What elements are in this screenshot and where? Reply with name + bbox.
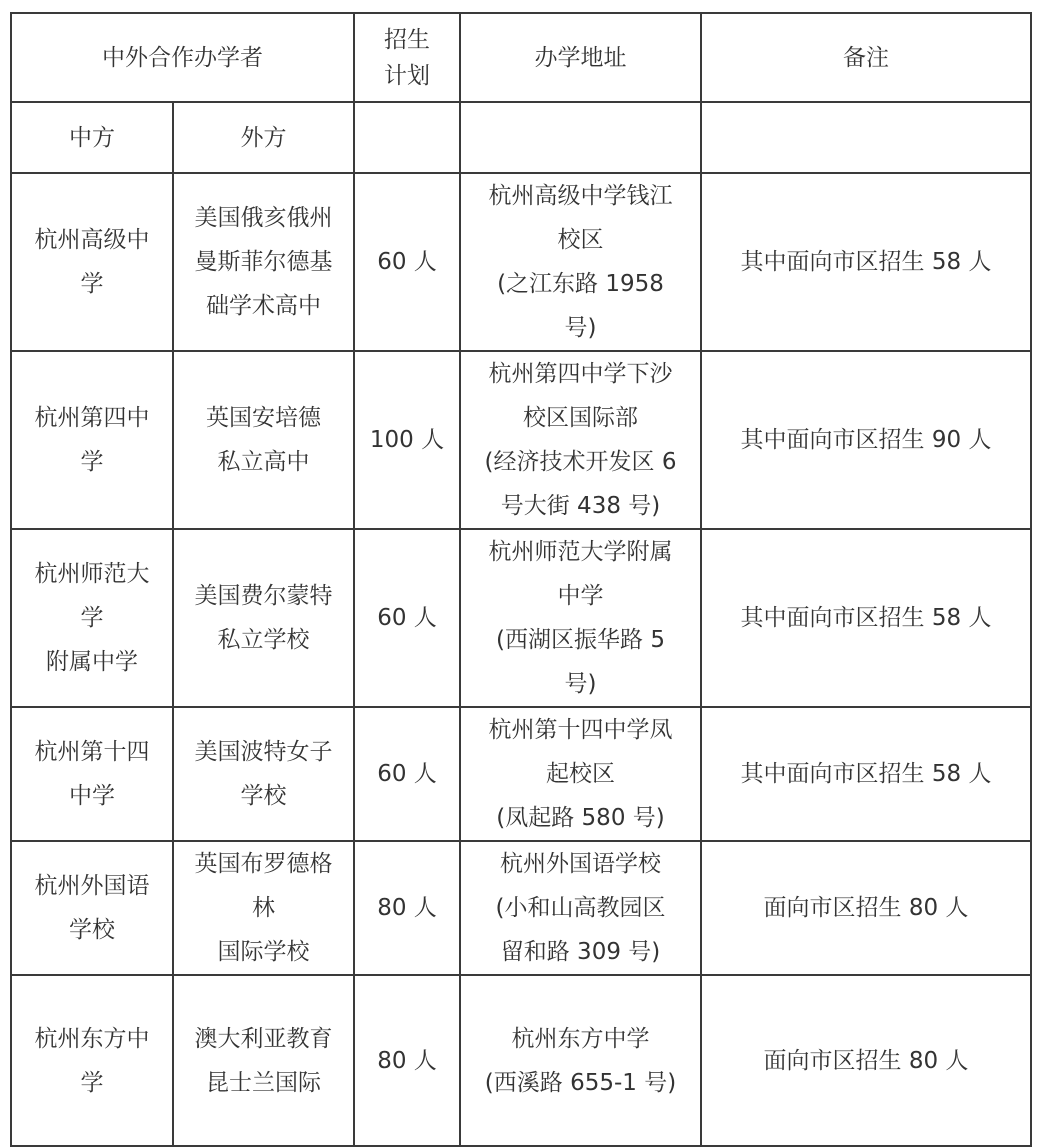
table-row — [11, 841, 1031, 975]
table-row — [11, 173, 1031, 351]
remark-cell: 其中面向市区招生 58 人 — [701, 707, 1031, 841]
cooperative-schools-table — [10, 12, 1032, 1147]
chinese-school-cell: 杭州外国语 学校 — [11, 841, 173, 975]
table-row — [11, 529, 1031, 707]
table-row — [11, 975, 1031, 1146]
address-cell: 杭州高级中学钱江 校区 (之江东路 1958 号) — [460, 173, 701, 351]
remark-cell: 其中面向市区招生 58 人 — [701, 529, 1031, 707]
foreign-school-cell: 美国俄亥俄州 曼斯菲尔德基 础学术高中 — [173, 173, 354, 351]
address-cell: 杭州外国语学校 (小和山高教园区 留和路 309 号) — [460, 841, 701, 975]
header-organizer: 中外合作办学者 — [11, 13, 354, 102]
enrollment-plan-cell: 100 人 — [354, 351, 460, 529]
header-foreign-side: 外方 — [173, 102, 354, 173]
chinese-school-cell: 杭州高级中 学 — [11, 173, 173, 351]
foreign-school-cell: 澳大利亚教育 昆士兰国际 — [173, 975, 354, 1146]
address-cell: 杭州师范大学附属 中学 (西湖区振华路 5 号) — [460, 529, 701, 707]
enrollment-plan-cell: 60 人 — [354, 707, 460, 841]
address-cell: 杭州第四中学下沙 校区国际部 (经济技术开发区 6 号大街 438 号) — [460, 351, 701, 529]
header-row — [11, 13, 1031, 102]
enrollment-plan-cell: 80 人 — [354, 841, 460, 975]
header-chinese-side: 中方 — [11, 102, 173, 173]
header-plan: 招生 计划 — [354, 13, 460, 102]
remark-cell: 面向市区招生 80 人 — [701, 841, 1031, 975]
header-address: 办学地址 — [460, 13, 701, 102]
enrollment-plan-cell: 80 人 — [354, 975, 460, 1146]
remark-cell: 其中面向市区招生 90 人 — [701, 351, 1031, 529]
empty-cell — [701, 102, 1031, 173]
enrollment-plan-cell: 60 人 — [354, 173, 460, 351]
address-cell: 杭州东方中学 (西溪路 655-1 号) — [460, 975, 701, 1146]
foreign-school-cell: 美国波特女子 学校 — [173, 707, 354, 841]
enrollment-plan-cell: 60 人 — [354, 529, 460, 707]
chinese-school-cell: 杭州东方中 学 — [11, 975, 173, 1146]
subheader-row — [11, 102, 1031, 173]
remark-cell: 面向市区招生 80 人 — [701, 975, 1031, 1146]
foreign-school-cell: 英国布罗德格 林 国际学校 — [173, 841, 354, 975]
remark-cell: 其中面向市区招生 58 人 — [701, 173, 1031, 351]
empty-cell — [460, 102, 701, 173]
table-row — [11, 707, 1031, 841]
chinese-school-cell: 杭州第四中 学 — [11, 351, 173, 529]
chinese-school-cell: 杭州第十四 中学 — [11, 707, 173, 841]
chinese-school-cell: 杭州师范大 学 附属中学 — [11, 529, 173, 707]
header-remark: 备注 — [701, 13, 1031, 102]
empty-cell — [354, 102, 460, 173]
table-row — [11, 351, 1031, 529]
address-cell: 杭州第十四中学凤 起校区 (凤起路 580 号) — [460, 707, 701, 841]
foreign-school-cell: 英国安培德 私立高中 — [173, 351, 354, 529]
foreign-school-cell: 美国费尔蒙特 私立学校 — [173, 529, 354, 707]
